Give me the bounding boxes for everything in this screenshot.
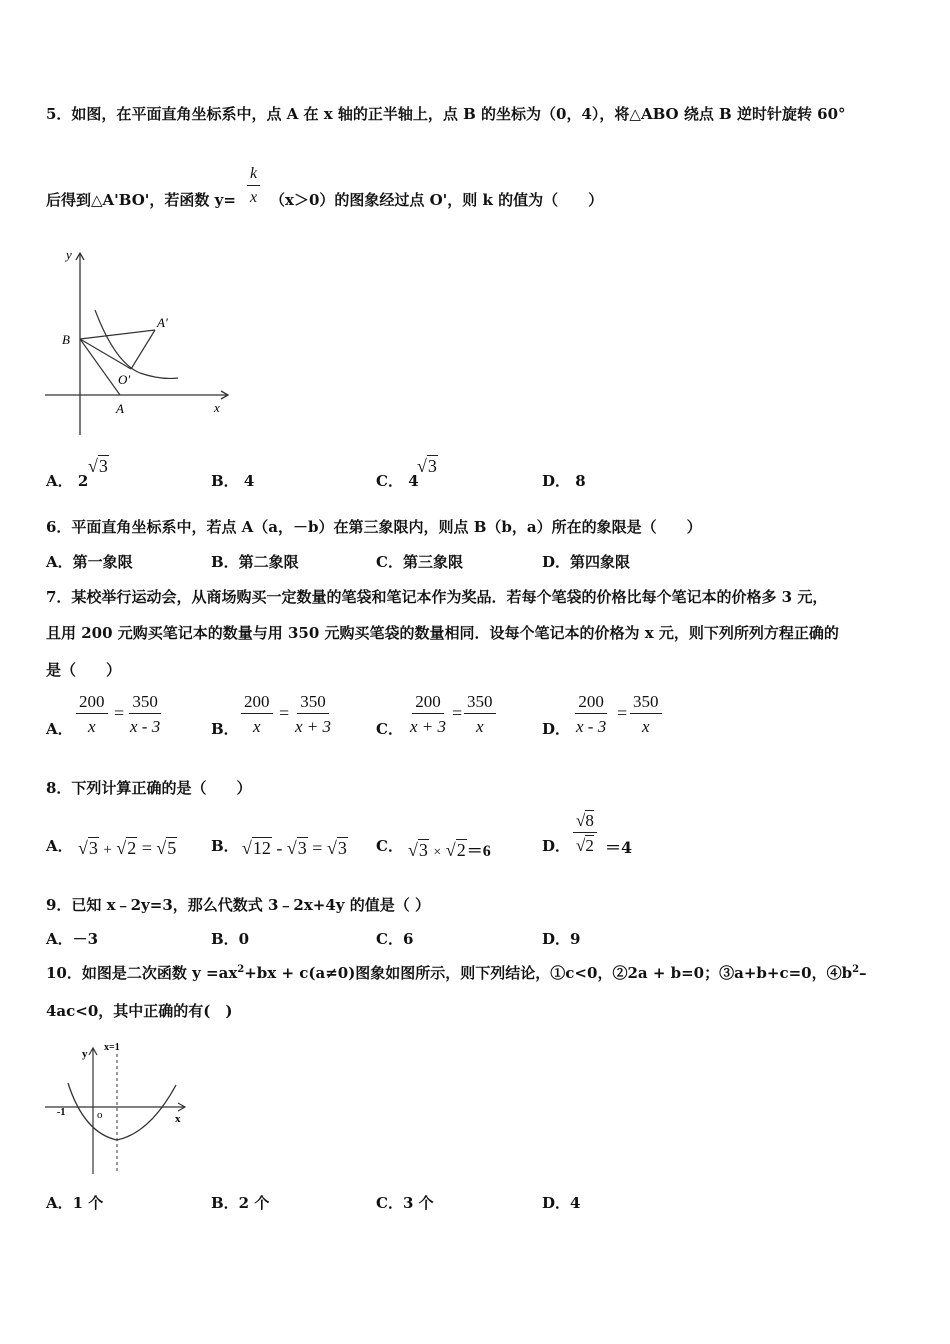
equals: =: [312, 838, 323, 858]
q10-option-a: A．1 个: [46, 1194, 104, 1212]
option-label: B．: [211, 472, 239, 490]
q8-b-expr: √12 - √3 = √3: [242, 838, 347, 858]
frac-num: 200: [575, 693, 607, 714]
q5-option-b: [211, 470, 254, 491]
q9-option-a: A．－3: [46, 930, 99, 948]
q7-a-frac1: [76, 693, 108, 735]
option-value: 4: [243, 472, 255, 490]
option-label: D．: [542, 472, 571, 490]
q7-line2: 且用 200 元购买笔记本的数量与用 350 元购买笔袋的数量相同．设每个笔记本的价格为 x 元，则下列所列方程正确的: [46, 624, 839, 642]
radicand: 5: [167, 838, 177, 858]
q6-option-d: D．第四象限: [542, 553, 631, 571]
q7-d-equals: =: [617, 703, 628, 723]
q7-a-equals: =: [114, 703, 125, 723]
q9-option-c: C．6: [376, 930, 414, 948]
q10-fig-y: y: [82, 1048, 88, 1060]
q9-stem: 9．已知 x﹣2y=3，那么代数式 3﹣2x+4y 的值是（ ）: [46, 896, 430, 914]
frac-num: 200: [412, 693, 444, 714]
q9-option-d: D．9: [542, 930, 581, 948]
q7-c-frac1: [407, 693, 449, 735]
superscript: 2: [852, 964, 860, 975]
q8-option-b-label: B．: [211, 837, 239, 855]
q6-option-b: B．第二象限: [211, 553, 299, 571]
q10-fig-neg1: -1: [57, 1107, 66, 1118]
q6-stem: 6．平面直角坐标系中，若点 A（a，－b）在第三象限内，则点 B（b，a）所在的象限是（ ）: [46, 518, 702, 536]
radicand: 3: [98, 456, 108, 476]
q7-b-frac2: [292, 693, 334, 735]
frac-den: x: [87, 717, 96, 736]
frac-den: x - 3: [576, 717, 607, 736]
q5-fig-Oprime: O′: [118, 372, 131, 387]
frac-num: 350: [464, 693, 496, 714]
q7-option-b-label: B．: [211, 720, 239, 738]
option-value: 2: [77, 472, 89, 490]
q10-fig-axis-label: x=1: [104, 1042, 120, 1053]
q10-option-b: B．2 个: [211, 1194, 270, 1212]
radicand: 2: [127, 838, 137, 858]
q5-frac-den: x: [250, 189, 258, 206]
q5-line2-post: （x＞0）的图象经过点 O'，则 k 的值为（ ）: [270, 191, 604, 209]
q5-option-c: [376, 470, 419, 491]
q5-fig-x: x: [214, 400, 220, 415]
q10-line1: [46, 962, 867, 983]
q8-stem: 8．下列计算正确的是（ ）: [46, 779, 252, 797]
q7-option-a-label: A．: [46, 720, 73, 738]
q7-d-frac2: [630, 693, 662, 735]
q10-line2: 4ac<0，其中正确的有( ): [46, 1002, 233, 1020]
q5-frac-num: k: [247, 166, 260, 186]
q8-d-frac: $\frac{√8}{√2}$: [573, 812, 597, 854]
q5-line2-pre: 后得到△A'BO'，若函数 y=: [46, 191, 236, 209]
q8-option-d-label: D．: [542, 837, 571, 855]
q7-option-c-label: C．: [376, 720, 403, 738]
q5-option-a-radical: √3: [88, 456, 108, 476]
q8-c-expr: √3 × √2＝6: [408, 840, 491, 860]
q7-d-frac1: [573, 693, 609, 735]
q5-fig-Aprime: A′: [157, 315, 168, 330]
frac-den: x - 3: [130, 717, 161, 736]
q8-option-a-label: A．: [46, 837, 73, 855]
q10-text-c: –: [859, 964, 867, 982]
q7-option-d-label: D．: [542, 720, 571, 738]
frac-num: 350: [630, 693, 662, 714]
q7-a-frac2: [127, 693, 163, 735]
frac-den: x: [252, 717, 261, 736]
q10-text-a: 10．如图是二次函数 y =ax: [46, 964, 238, 982]
radicand: 3: [88, 838, 98, 858]
superscript: 2: [237, 964, 245, 975]
q5-option-d: [542, 470, 586, 491]
q7-c-equals: =: [452, 703, 463, 723]
frac-den: x: [475, 717, 484, 736]
frac-den: x: [641, 717, 650, 736]
operator: +: [103, 842, 112, 858]
q7-line1: 7．某校举行运动会，从商场购买一定数量的笔袋和笔记本作为奖品．若每个笔袋的价格比每个笔记本的价格多 3 元，: [46, 588, 828, 606]
q8-option-c-label: C．: [376, 837, 403, 855]
radicand: 8: [585, 811, 594, 830]
radicand: 3: [427, 456, 437, 476]
result: ＝6: [466, 843, 491, 860]
option-label: A．: [46, 472, 73, 490]
q10-option-d: D．4: [542, 1194, 581, 1212]
option-label: C．: [376, 472, 403, 490]
frac-den: x + 3: [295, 717, 332, 736]
option-value: 4: [408, 472, 419, 490]
q5-fig-A: A: [116, 401, 124, 416]
frac-num: 350: [129, 693, 161, 714]
q10-text-b: +bx + c(a≠0)图象如图所示，则下列结论，①c<0，②2a + b=0；③a+b+c=0，④b: [244, 964, 853, 982]
radicand: 2: [585, 836, 594, 855]
q10-fig-origin: o: [97, 1109, 103, 1121]
q5-figure: [40, 245, 240, 445]
q6-option-c: C．第三象限: [376, 553, 463, 571]
radicand: 3: [297, 838, 307, 858]
q5-fig-B: B: [62, 332, 70, 347]
frac-den: x + 3: [410, 717, 447, 736]
q5-line1: 5．如图，在平面直角坐标系中，点 A 在 x 轴的正半轴上，点 B 的坐标为（0，4），将△ABO 绕点 B 逆时针旋转 60°: [46, 105, 846, 123]
operator: ×: [433, 845, 442, 860]
frac-num: 200: [76, 693, 108, 714]
q7-line3: 是（ ）: [46, 661, 122, 679]
q10-fig-x: x: [175, 1113, 181, 1125]
q10-figure: [40, 1038, 200, 1178]
operator: -: [276, 838, 283, 858]
q5-option-c-radical: √3: [417, 456, 437, 476]
radicand: 12: [252, 838, 271, 858]
frac-num: 350: [297, 693, 329, 714]
q5-fig-y: y: [66, 247, 72, 262]
radicand: 2: [456, 840, 466, 860]
q7-c-frac2: [464, 693, 496, 735]
q9-option-b: B．0: [211, 930, 250, 948]
q6-option-a: A．第一象限: [46, 553, 133, 571]
q8-d-result: ＝4: [605, 838, 633, 857]
q5-fraction: [247, 166, 260, 206]
q7-b-equals: =: [279, 703, 290, 723]
q8-a-expr: √3 + √2 = √5: [78, 838, 177, 858]
equals: =: [141, 838, 152, 858]
q7-b-frac1: [241, 693, 273, 735]
frac-num: 200: [241, 693, 273, 714]
q10-option-c: C．3 个: [376, 1194, 434, 1212]
radicand: 3: [418, 840, 428, 860]
q5-option-a: [46, 470, 88, 491]
option-value: 8: [575, 472, 586, 490]
radicand: 3: [337, 838, 347, 858]
